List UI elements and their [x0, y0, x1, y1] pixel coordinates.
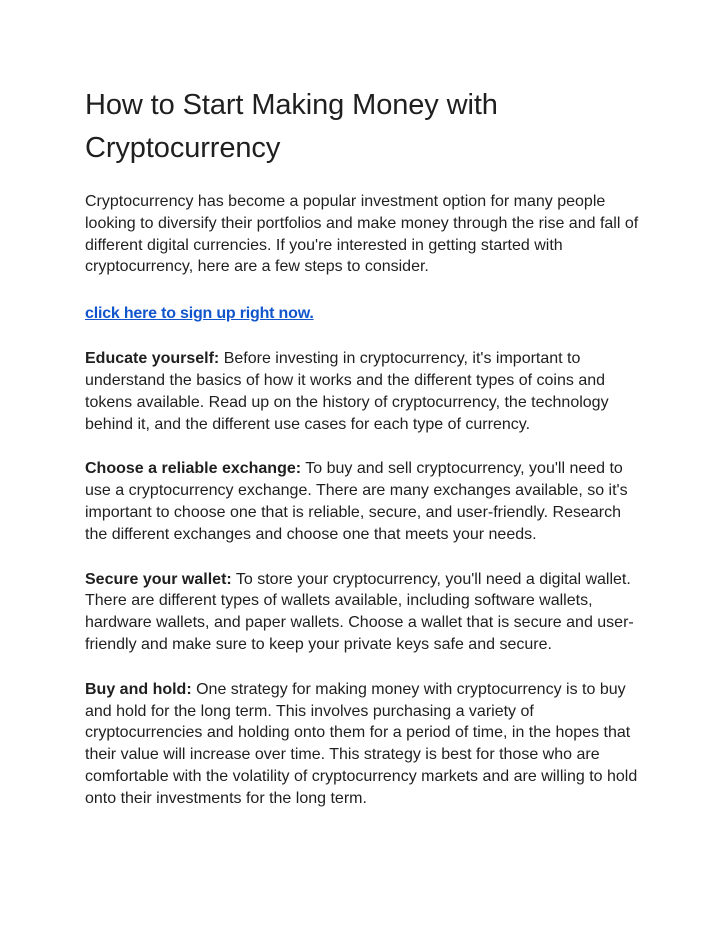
section-body: Before investing in cryptocurrency, it's important to understand the basics of how it works and the different types of coins and tokens available. Read up on the history of cryptocurrency, the technology behind it, and the different use cases for each type of currency. — [85, 350, 609, 433]
section-body: One strategy for making money with cryptocurrency is to buy and hold for the long term. This involves purchasing a variety of cryptocurrencies and holding onto them for a period of time, in the hopes that their value will increase over time. This strategy is best for those who are comfortable with the volatility of cryptocurrency markets and are willing to hold onto their investments for the long term. — [85, 680, 638, 807]
section-body: To store your cryptocurrency, you'll need a digital wallet. There are different types of wallets available, including software wallets, hardware wallets, and paper wallets. Choose a wallet that is secure and user-friendly and make sure to keep your private keys safe and secure. — [85, 570, 634, 653]
section-heading: Secure your wallet: — [85, 570, 232, 588]
section-exchange — [85, 458, 645, 545]
section-heading: Choose a reliable exchange: — [85, 460, 302, 478]
section-buy-hold — [85, 679, 645, 810]
section-heading: Buy and hold: — [85, 680, 192, 698]
signup-link[interactable]: click here to sign up right now. — [85, 305, 314, 323]
section-body: To buy and sell cryptocurrency, you'll need to use a cryptocurrency exchange. There are many exchanges available, so it's important to choose one that is reliable, secure, and user-friendly. Research the different exchanges and choose one that meets your needs. — [85, 460, 628, 543]
page-title: How to Start Making Money with Cryptocurrency — [85, 89, 498, 164]
section-wallet — [85, 569, 645, 656]
section-educate — [85, 348, 645, 435]
section-heading: Educate yourself: — [85, 350, 220, 368]
signup-link-line — [85, 303, 645, 325]
document-page — [85, 84, 645, 810]
intro-paragraph: Cryptocurrency has become a popular investment option for many people looking to diversify their portfolios and make money through the rise and fall of different digital currencies. If you're interested in getting started with cryptocurrency, here are a few steps to consider. — [85, 193, 639, 276]
